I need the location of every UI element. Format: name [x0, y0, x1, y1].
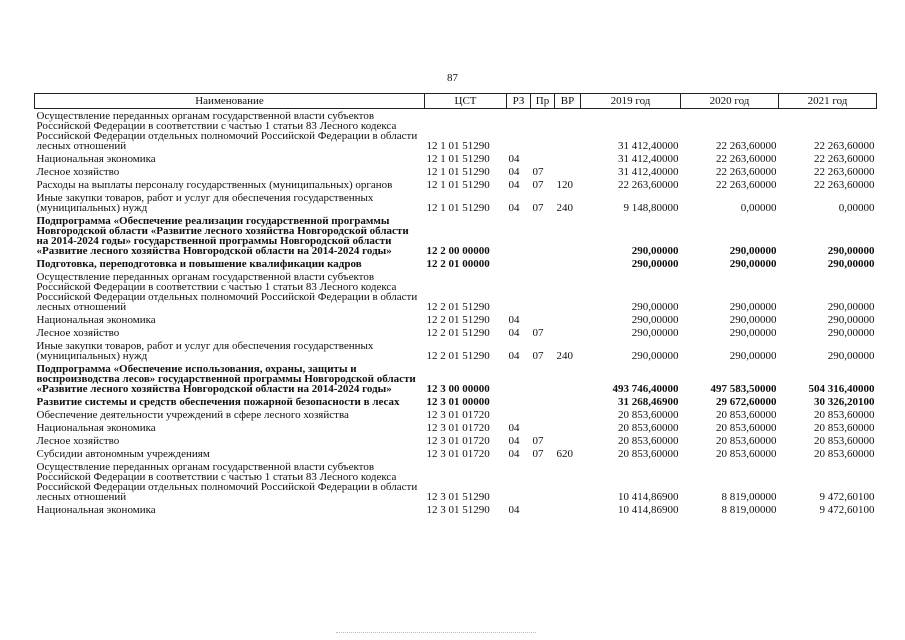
row-value-2019: 9 148,80000	[623, 202, 679, 214]
row-pr	[531, 109, 555, 153]
row-value-2020: 20 853,60000	[716, 422, 777, 434]
row-value-2019: 31 412,40000	[618, 140, 679, 152]
scan-artifact	[336, 632, 536, 634]
row-rz: 04	[508, 504, 520, 516]
row-value-2019: 290,00000	[631, 245, 679, 257]
header-2020: 2020 год	[681, 94, 779, 109]
row-rz	[507, 257, 531, 270]
header-rz: РЗ	[507, 94, 531, 109]
row-cst: 12 1 01 51290	[426, 179, 490, 191]
row-value-2019: 22 263,60000	[618, 179, 679, 191]
row-pr	[531, 408, 555, 421]
row-value-2021: 20 853,60000	[814, 448, 875, 460]
row-vr	[555, 434, 581, 447]
row-rz: 04	[508, 435, 520, 447]
row-name: Развитие системы и средств обеспечения пожарной безопасности в лесах	[36, 396, 400, 408]
row-value-2021: 20 853,60000	[814, 422, 875, 434]
row-pr	[531, 152, 555, 165]
row-pr	[531, 395, 555, 408]
row-vr	[555, 326, 581, 339]
row-name: Национальная экономика	[36, 422, 156, 434]
table-row	[35, 313, 877, 326]
row-value-2020: 22 263,60000	[716, 179, 777, 191]
table-row	[35, 339, 877, 362]
row-rz	[507, 109, 531, 153]
row-value-2021: 22 263,60000	[814, 166, 875, 178]
header-2021: 2021 год	[779, 94, 877, 109]
row-value-2021: 504 316,40000	[808, 383, 875, 395]
row-value-2019: 290,00000	[631, 327, 679, 339]
row-name: Национальная экономика	[36, 504, 156, 516]
row-vr	[555, 257, 581, 270]
row-cst: 12 3 01 01720	[426, 409, 490, 421]
table-row	[35, 460, 877, 503]
table-row	[35, 191, 877, 214]
row-value-2019: 290,00000	[631, 258, 679, 270]
table-row	[35, 109, 877, 153]
row-value-2020: 22 263,60000	[716, 153, 777, 165]
row-value-2019: 31 268,46900	[618, 396, 679, 408]
row-pr	[531, 460, 555, 503]
row-pr	[531, 313, 555, 326]
table-row	[35, 165, 877, 178]
table-row	[35, 503, 877, 516]
row-cst: 12 2 01 51290	[426, 314, 490, 326]
row-vr	[555, 214, 581, 257]
row-value-2021: 290,00000	[827, 314, 875, 326]
table-row	[35, 152, 877, 165]
row-pr	[531, 257, 555, 270]
row-value-2020: 8 819,00000	[721, 491, 777, 503]
row-rz	[507, 270, 531, 313]
table-row	[35, 270, 877, 313]
header-row	[35, 94, 877, 109]
row-cst: 12 2 00 00000	[426, 245, 490, 257]
row-rz: 04	[508, 327, 520, 339]
row-name: Обеспечение деятельности учреждений в сфере лесного хозяйства	[36, 409, 349, 421]
table-row	[35, 434, 877, 447]
row-rz	[507, 460, 531, 503]
row-name: Подготовка, переподготовка и повышение квалификации кадров	[36, 258, 362, 270]
row-rz: 04	[508, 422, 520, 434]
row-pr: 07	[532, 166, 544, 178]
row-value-2021: 22 263,60000	[814, 179, 875, 191]
row-vr	[555, 165, 581, 178]
row-vr	[555, 421, 581, 434]
row-cst: 12 2 01 00000	[426, 258, 490, 270]
row-cst: 12 2 01 51290	[426, 301, 490, 313]
row-value-2021: 22 263,60000	[814, 153, 875, 165]
row-cst: 12 1 01 51290	[426, 202, 490, 214]
row-pr	[531, 503, 555, 516]
header-cst: ЦСТ	[425, 94, 507, 109]
row-cst: 12 1 01 51290	[426, 153, 490, 165]
row-pr: 07	[532, 327, 544, 339]
row-name: Осуществление переданных органам государственной власти субъектов Российской Федерации в соответствии с частью 1 статьи 83 Лесного кодекса Российской Федерации отдельных полномочий Российской Федерации в области лесных отношений	[36, 110, 418, 152]
row-rz: 04	[508, 202, 520, 214]
header-pr: Пр	[531, 94, 555, 109]
row-value-2021: 20 853,60000	[814, 409, 875, 421]
row-value-2020: 8 819,00000	[721, 504, 777, 516]
row-pr: 07	[532, 202, 544, 214]
row-name: Подпрограмма «Обеспечение использования, охраны, защиты и воспроизводства лесов» государственной программы Новгородской области «Развитие лесного хозяйства Новгородской области на 2014-2024 годы»	[36, 363, 416, 395]
row-rz	[507, 408, 531, 421]
row-vr	[555, 152, 581, 165]
row-value-2021: 290,00000	[827, 327, 875, 339]
row-value-2020: 20 853,60000	[716, 435, 777, 447]
row-value-2021: 9 472,60100	[819, 491, 875, 503]
header-vr: ВР	[555, 94, 581, 109]
row-rz: 04	[508, 350, 520, 362]
table-row	[35, 326, 877, 339]
header-2019: 2019 год	[581, 94, 681, 109]
row-value-2020: 290,00000	[729, 350, 777, 362]
row-value-2020: 290,00000	[729, 327, 777, 339]
row-cst: 12 1 01 51290	[426, 140, 490, 152]
row-vr: 120	[556, 179, 573, 191]
row-vr	[555, 270, 581, 313]
row-pr	[531, 214, 555, 257]
row-value-2019: 20 853,60000	[618, 409, 679, 421]
row-pr	[531, 421, 555, 434]
row-rz	[507, 362, 531, 395]
row-value-2019: 290,00000	[631, 314, 679, 326]
row-name: Лесное хозяйство	[36, 166, 120, 178]
row-cst: 12 3 00 00000	[426, 383, 490, 395]
row-pr	[531, 270, 555, 313]
row-vr	[555, 503, 581, 516]
row-value-2021: 290,00000	[827, 245, 875, 257]
row-value-2021: 22 263,60000	[814, 140, 875, 152]
row-name: Осуществление переданных органам государственной власти субъектов Российской Федерации в соответствии с частью 1 статьи 83 Лесного кодекса Российской Федерации отдельных полномочий Российской Федерации в области лесных отношений	[36, 461, 418, 503]
row-rz: 04	[508, 179, 520, 191]
row-cst: 12 3 01 51290	[426, 504, 490, 516]
row-name: Иные закупки товаров, работ и услуг для обеспечения государственных (муниципальных) нужд	[36, 340, 374, 362]
row-value-2020: 0,00000	[740, 202, 777, 214]
row-rz	[507, 214, 531, 257]
row-value-2019: 20 853,60000	[618, 435, 679, 447]
row-name: Национальная экономика	[36, 314, 156, 326]
row-cst: 12 1 01 51290	[426, 166, 490, 178]
row-rz	[507, 395, 531, 408]
row-pr: 07	[532, 448, 544, 460]
row-name: Национальная экономика	[36, 153, 156, 165]
row-cst: 12 3 01 01720	[426, 435, 490, 447]
row-value-2021: 290,00000	[827, 301, 875, 313]
row-vr	[555, 395, 581, 408]
row-vr	[555, 408, 581, 421]
row-value-2019: 20 853,60000	[618, 422, 679, 434]
budget-table	[34, 93, 877, 516]
row-value-2020: 22 263,60000	[716, 140, 777, 152]
table-body	[35, 109, 877, 517]
row-pr: 07	[532, 350, 544, 362]
row-value-2021: 290,00000	[827, 350, 875, 362]
row-vr	[555, 313, 581, 326]
row-value-2020: 290,00000	[729, 314, 777, 326]
row-value-2019: 31 412,40000	[618, 166, 679, 178]
row-cst: 12 3 01 01720	[426, 448, 490, 460]
row-cst: 12 2 01 51290	[426, 350, 490, 362]
table-row	[35, 447, 877, 460]
row-name: Лесное хозяйство	[36, 435, 120, 447]
row-name: Осуществление переданных органам государственной власти субъектов Российской Федерации в соответствии с частью 1 статьи 83 Лесного кодекса Российской Федерации отдельных полномочий Российской Федерации в области лесных отношений	[36, 271, 418, 313]
row-vr: 240	[556, 350, 573, 362]
row-value-2019: 10 414,86900	[618, 491, 679, 503]
row-cst: 12 3 01 00000	[426, 396, 490, 408]
row-value-2021: 30 326,20100	[814, 396, 875, 408]
row-value-2019: 31 412,40000	[618, 153, 679, 165]
row-name: Расходы на выплаты персоналу государственных (муниципальных) органов	[36, 179, 393, 191]
row-vr: 240	[556, 202, 573, 214]
row-cst: 12 3 01 51290	[426, 491, 490, 503]
row-name: Субсидии автономным учреждениям	[36, 448, 210, 460]
table-row	[35, 421, 877, 434]
row-value-2019: 20 853,60000	[618, 448, 679, 460]
row-name: Иные закупки товаров, работ и услуг для обеспечения государственных (муниципальных) нужд	[36, 192, 374, 214]
row-value-2019: 493 746,40000	[612, 383, 679, 395]
row-value-2020: 290,00000	[729, 258, 777, 270]
table-row	[35, 257, 877, 270]
row-value-2021: 9 472,60100	[819, 504, 875, 516]
row-pr	[531, 362, 555, 395]
row-vr	[555, 109, 581, 153]
row-value-2020: 290,00000	[729, 245, 777, 257]
row-vr: 620	[556, 448, 573, 460]
row-pr: 07	[532, 435, 544, 447]
row-pr: 07	[532, 179, 544, 191]
row-value-2021: 0,00000	[838, 202, 875, 214]
table-row	[35, 178, 877, 191]
table-row	[35, 395, 877, 408]
table-row	[35, 214, 877, 257]
row-cst: 12 2 01 51290	[426, 327, 490, 339]
row-name: Лесное хозяйство	[36, 327, 120, 339]
row-vr	[555, 362, 581, 395]
table-row	[35, 362, 877, 395]
row-value-2019: 290,00000	[631, 350, 679, 362]
row-rz: 04	[508, 448, 520, 460]
row-value-2020: 290,00000	[729, 301, 777, 313]
row-value-2021: 20 853,60000	[814, 435, 875, 447]
row-rz: 04	[508, 153, 520, 165]
row-value-2020: 29 672,60000	[716, 396, 777, 408]
row-vr	[555, 460, 581, 503]
row-value-2019: 10 414,86900	[618, 504, 679, 516]
row-cst: 12 3 01 01720	[426, 422, 490, 434]
row-rz: 04	[508, 314, 520, 326]
row-value-2020: 20 853,60000	[716, 448, 777, 460]
table-row	[35, 408, 877, 421]
page-number: 87	[447, 72, 458, 84]
row-value-2020: 497 583,50000	[710, 383, 777, 395]
row-value-2019: 290,00000	[631, 301, 679, 313]
header-name: Наименование	[35, 94, 425, 109]
row-value-2020: 22 263,60000	[716, 166, 777, 178]
row-name: Подпрограмма «Обеспечение реализации государственной программы Новгородской области «Развитие лесного хозяйства Новгородской области на 2014-2024 годы» государственной программы Новгородской области «Развитие лесного хозяйства Новгородской области на 2014-2024 годы»	[36, 215, 409, 257]
row-rz: 04	[508, 166, 520, 178]
row-value-2020: 20 853,60000	[716, 409, 777, 421]
row-value-2021: 290,00000	[827, 258, 875, 270]
